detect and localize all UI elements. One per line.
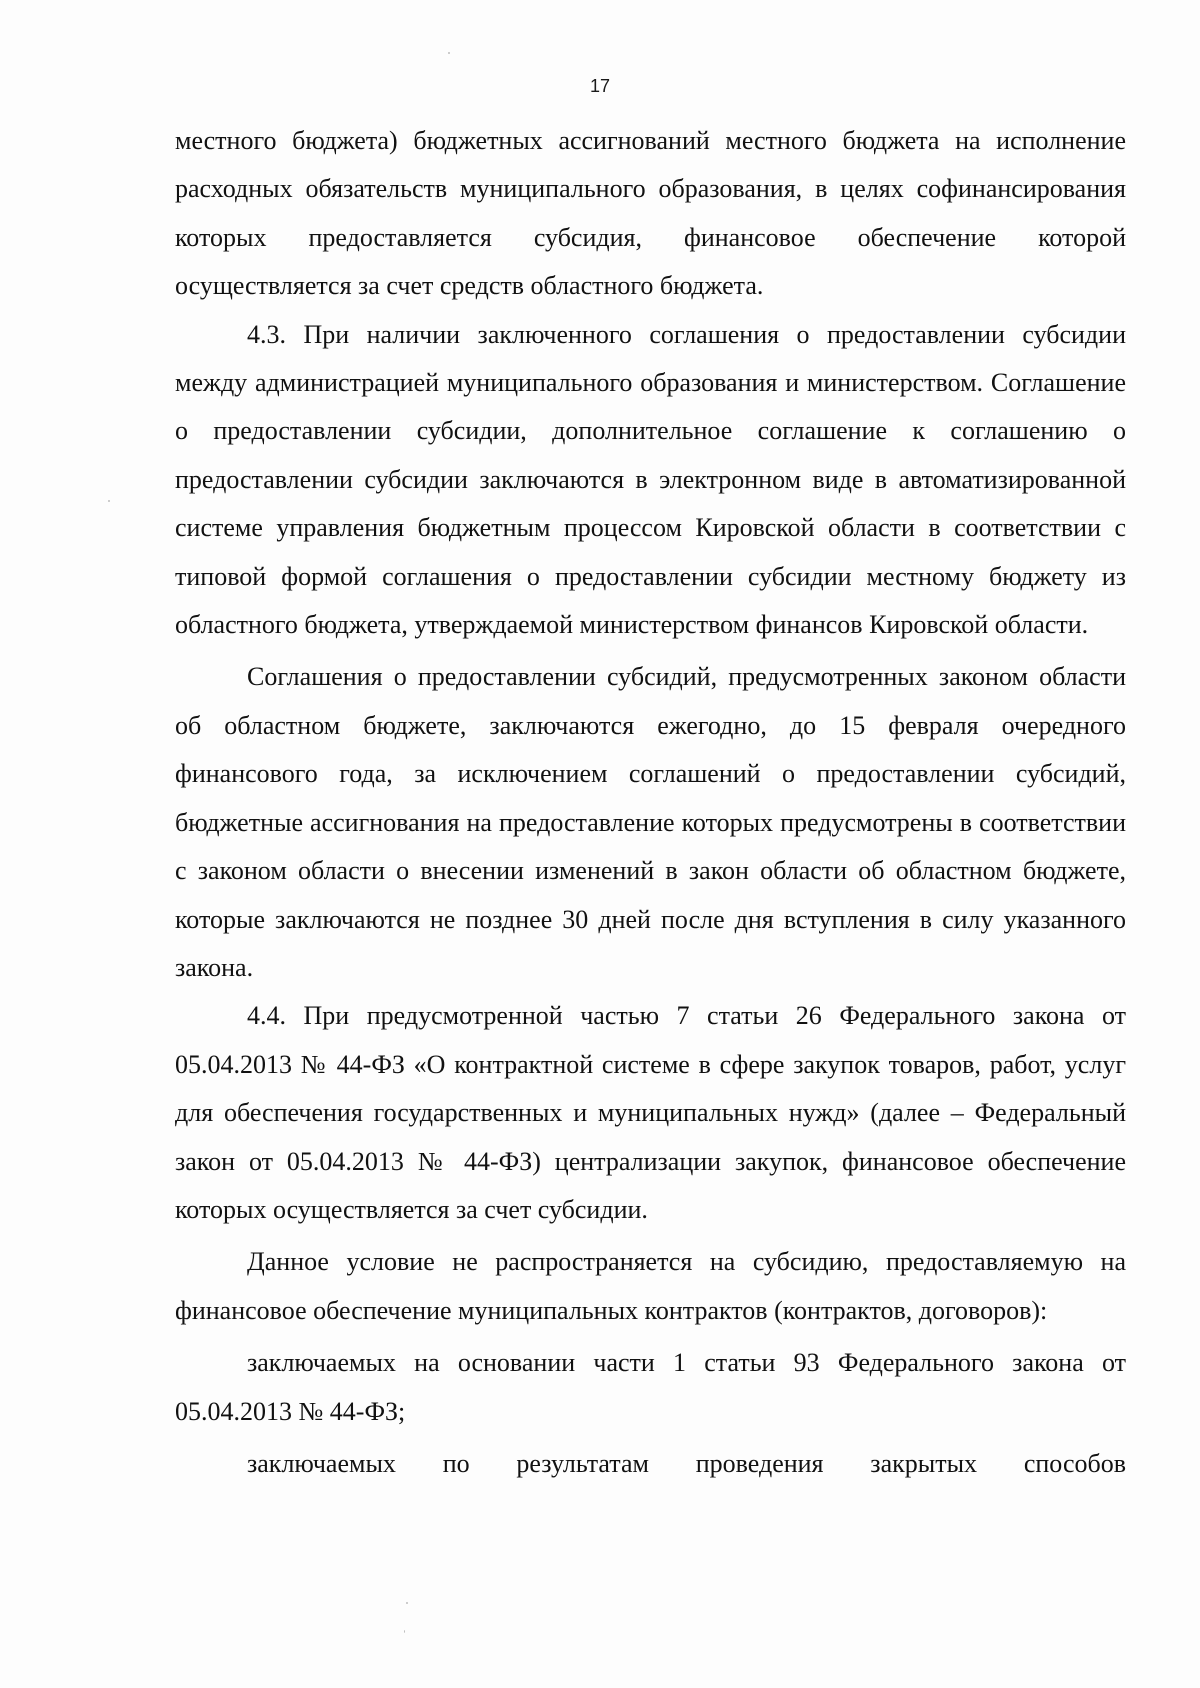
paragraph-5: Данное условие не распространяется на субсидию, предоставляемую на финансовое обеспечение муниципальных контрактов (контрактов, договоров): — [175, 1247, 1126, 1325]
paragraph-6: заключаемых на основании части 1 статьи 93 Федерального закона от 05.04.2013 № 44-ФЗ; — [175, 1348, 1126, 1426]
document-body — [175, 117, 1126, 1488]
scan-speck — [448, 52, 450, 54]
scan-speck — [108, 500, 110, 502]
page-number: 17 — [589, 76, 611, 96]
paragraph-2: 4.3. При наличии заключенного соглашения о предоставлении субсидии между администрацией муниципального образования и министерством. Соглашение о предоставлении субсидии, дополнительное соглашение к соглашению о предоставлении субсидии заключаются в электронном виде в автоматизированной системе управления бюджетным процессом Кировской области в соответствии с типовой формой соглашения о предоставлении субсидии местному бюджету из областного бюджета, утверждаемой министерством финансов Кировской области. — [175, 319, 1126, 640]
paragraph-4: 4.4. При предусмотренной частью 7 статьи 26 Федерального закона от 05.04.2013 № 44-ФЗ «О контрактной системе в сфере закупок товаров, работ, услуг для обеспечения государственных и муниципальных нужд» (далее – Федеральный закон от 05.04.2013 № 44-ФЗ) централизации закупок, финансовое обеспечение которых осуществляется за счет субсидии. — [175, 1001, 1126, 1224]
scan-speck — [404, 1630, 405, 1633]
scan-speck — [406, 1602, 408, 1604]
paragraph-1: местного бюджета) бюджетных ассигнований местного бюджета на исполнение расходных обязательств муниципального образования, в целях софинансирования которых предоставляется субсидия, финансовое обеспечение которой осуществляется за счет средств областного бюджета. — [175, 126, 1126, 301]
paragraph-7: заключаемых по результатам проведения закрытых способов — [247, 1448, 1126, 1478]
paragraph-3: Соглашения о предоставлении субсидий, предусмотренных законом области об областном бюджете, заключаются ежегодно, до 15 февраля очередного финансового года, за исключением соглашений о предоставлении субсидий, бюджетные ассигнования на предоставление которых предусмотрены в соответствии с законом области о внесении изменений в закон области об областном бюджете, которые заключаются не позднее 30 дней после дня вступления в силу указанного закона. — [175, 662, 1126, 982]
